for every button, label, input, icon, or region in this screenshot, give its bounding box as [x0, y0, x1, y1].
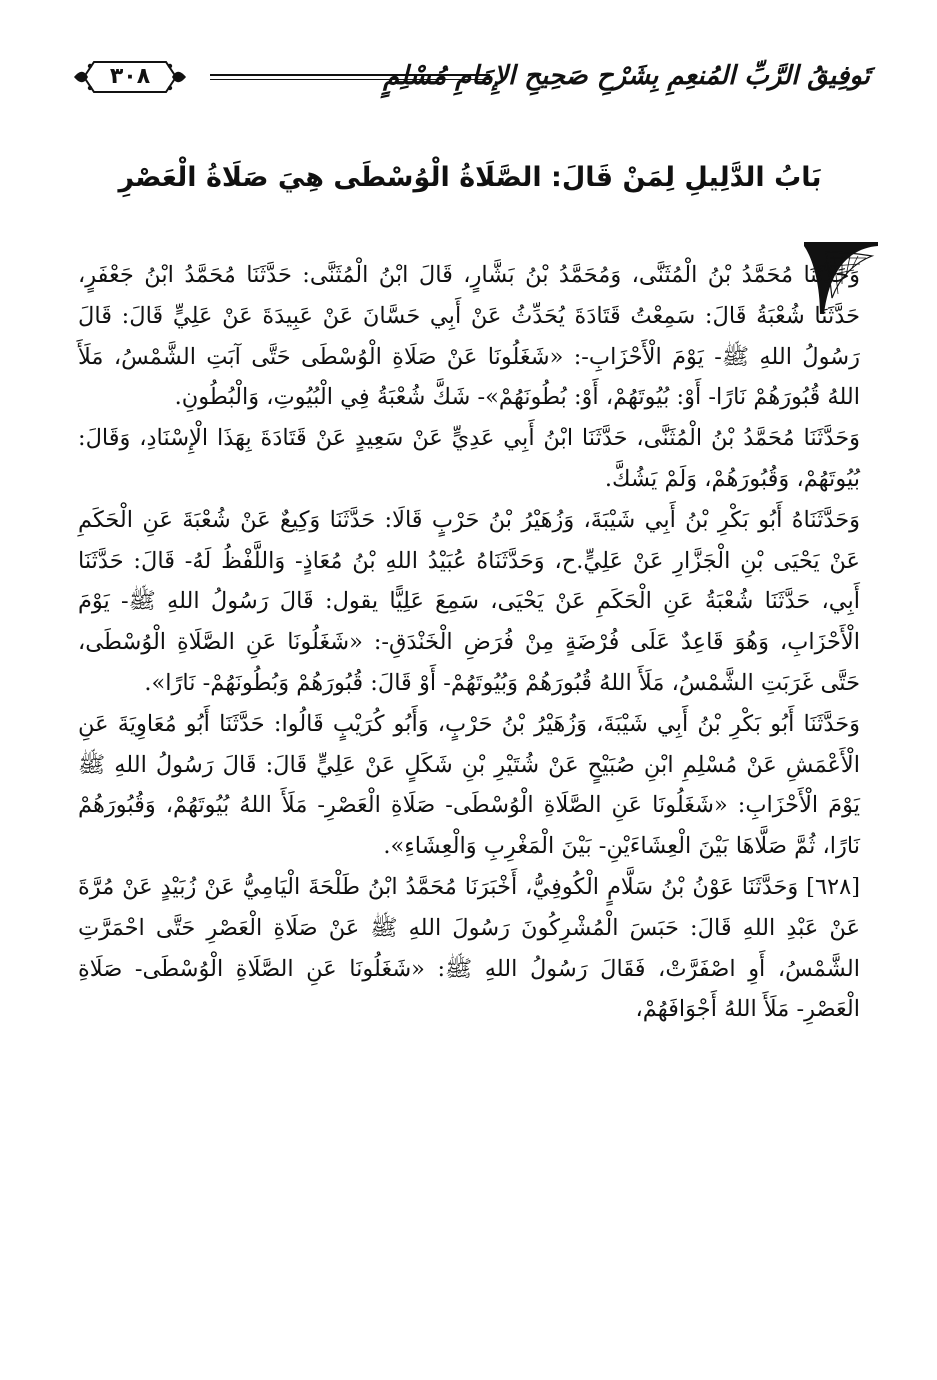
hadith-paragraph: [٦٢٨] وَحَدَّثَنَا عَوْنُ بْنُ سَلَّامٍ الْكُوفِيُّ، أَخْبَرَنَا مُحَمَّدُ ابْنُ طَلْحَةَ الْيَامِيُّ عَنْ زُبَيْدٍ عَنْ مُرَّةَ عَنْ عَبْدِ اللهِ قَالَ: حَبَسَ الْمُشْرِكُونَ رَسُولَ اللهِ ﷺ عَنْ صَلَاةِ الْعَصْرِ حَتَّى احْمَرَّتِ الشَّمْسُ، أَوِ اصْفَرَّتْ، فَقَالَ رَسُولُ اللهِ ﷺ: «شَغَلُونَا عَنِ الصَّلَاةِ الْوُسْطَى- صَلَاةِ الْعَصْرِ- مَلَأَ اللهُ أَجْوَافَهُمْ، [78, 873, 860, 1023]
header-rule-thin [210, 79, 490, 80]
header-rule [210, 74, 490, 76]
hadith-paragraph: وَحَدَّثَنَا مُحَمَّدُ بْنُ الْمُثَنَّى، وَمُحَمَّدُ بْنُ بَشَّارٍ، قَالَ ابْنُ الْمُثَنَّى: حَدَّثَنَا مُحَمَّدُ ابْنُ جَعْفَرٍ، حَدَّثَنَا شُعْبَةُ قَالَ: سَمِعْتُ قَتَادَةَ يُحَدِّثُ عَنْ أَبِي حَسَّانَ عَنْ عَبِيدَةَ عَنْ عَلِيٍّ قَالَ: قَالَ رَسُولُ اللهِ ﷺ- يَوْمَ الْأَحْزَابِ-: «شَغَلُونَا عَنْ صَلَاةِ الْوُسْطَى حَتَّى آبَتِ الشَّمْسُ، مَلَأَ اللهُ قُبُورَهُمْ نَارًا- أَوْ: بُيُوتَهُمْ، أَوْ: بُطُونَهُمْ»- شَكَّ شُعْبَةُ فِي الْبُيُوتِ، وَالْبُطُونِ. [78, 262, 860, 411]
hadith-paragraph: وَحَدَّثَنَا مُحَمَّدُ بْنُ الْمُثَنَّى، حَدَّثَنَا ابْنُ أَبِي عَدِيٍّ عَنْ سَعِيدٍ عَنْ قَتَادَةَ بِهَذَا الْإِسْنَادِ، وَقَالَ: بُيُوتَهُمْ، وَقُبُورَهُمْ، وَلَمْ يَشُكَّ. [78, 425, 860, 492]
chapter-title: بَابُ الدَّلِيلِ لِمَنْ قَالَ: الصَّلَاةُ الْوُسْطَى هِيَ صَلَاةُ الْعَصْرِ [118, 162, 822, 193]
page-number-ornament [70, 52, 190, 102]
page-number: ٣٠٨ [109, 64, 151, 89]
book-title: تَوفِيقُ الرَّبِّ المُنعِمِ بِشَرْحِ صَحِيحِ الإِمَامِ مُسْلِمٍ [383, 61, 870, 91]
running-header [70, 52, 870, 104]
hadith-paragraph: وَحَدَّثَنَاهُ أَبُو بَكْرِ بْنُ أَبِي شَيْبَةَ، وَزُهَيْرُ بْنُ حَرْبٍ قَالَا: حَدَّثَنَا وَكِيعٌ عَنْ شُعْبَةَ عَنِ الْحَكَمِ عَنْ يَحْيَى بْنِ الْجَزَّارِ عَنْ عَلِيٍّ.ح، وَحَدَّثَنَاهُ عُبَيْدُ اللهِ بْنُ مُعَاذٍ- وَاللَّفْظُ لَهُ- قَالَ: حَدَّثَنَا أَبِي، حَدَّثَنَا شُعْبَةُ عَنِ الْحَكَمِ عَنْ يَحْيَى، سَمِعَ عَلِيًّا يقول: قَالَ رَسُولُ اللهِ ﷺ- يَوْمَ الْأَحْزَابِ، وَهُوَ قَاعِدٌ عَلَى فُرْضَةٍ مِنْ فُرَضِ الْخَنْدَقِ-: «شَغَلُونَا عَنِ الصَّلَاةِ الْوُسْطَى، حَتَّى غَرَبَتِ الشَّمْسُ، مَلَأَ اللهُ قُبُورَهُمْ وَبُيُوتَهُمْ- أَوْ قَالَ: قُبُورَهُمْ وَبُطُونَهُمْ- نَارًا». [78, 506, 860, 696]
hadith-paragraph: وَحَدَّثَنَا أَبُو بَكْرِ بْنُ أَبِي شَيْبَةَ، وَزُهَيْرُ بْنُ حَرْبٍ، وَأَبُو كُرَيْبٍ قَالُوا: حَدَّثَنَا أَبُو مُعَاوِيَةَ عَنِ الْأَعْمَشِ عَنْ مُسْلِمِ ابْنِ صُبَيْحٍ عَنْ شُتَيْرِ بْنِ شَكَلٍ عَنْ عَلِيٍّ قَالَ: قَالَ رَسُولُ اللهِ ﷺ يَوْمَ الْأَحْزَابِ: «شَغَلُونَا عَنِ الصَّلَاةِ الْوُسْطَى- صَلَاةِ الْعَصْرِ- مَلَأَ اللهُ بُيُوتَهُمْ، وَقُبُورَهُمْ نَارًا، ثُمَّ صَلَّاهَا بَيْنَ الْعِشَاءَيْنِ- بَيْنَ الْمَغْرِبِ وَالْعِشَاءِ». [78, 710, 860, 860]
body-text [78, 255, 860, 1030]
